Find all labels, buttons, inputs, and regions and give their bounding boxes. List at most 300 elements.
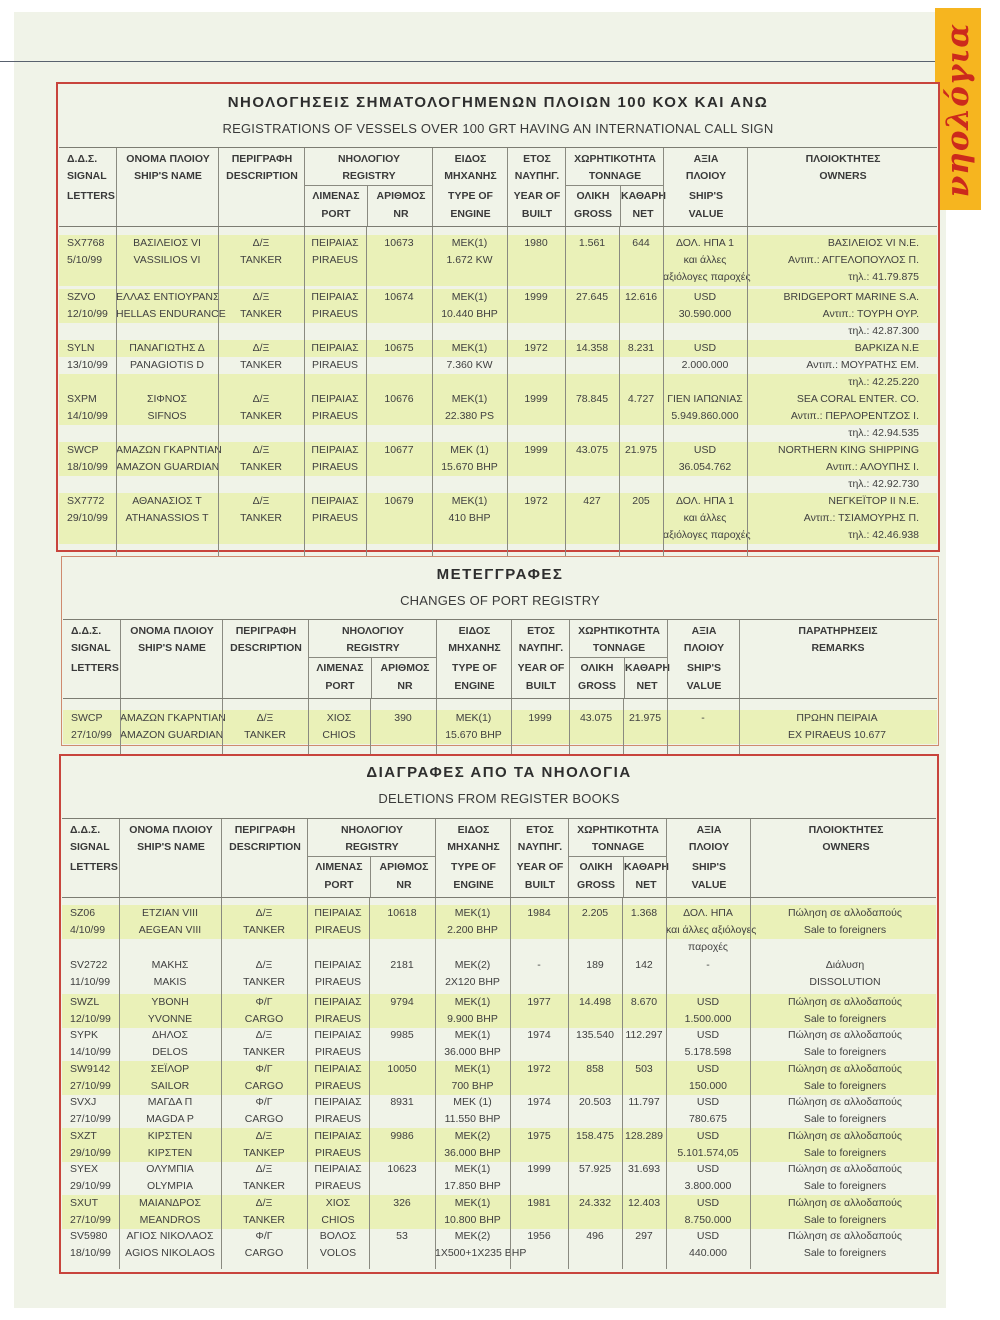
- cell-port: PIRAEUS: [314, 1180, 362, 1192]
- cell-signal: 12/10/99: [67, 308, 108, 320]
- section-title-greek: ΔΙΑΓΡΑΦΕΣ ΑΠΟ ΤΑ ΝΗΟΛΟΓΙΑ: [366, 764, 632, 781]
- header-gross: [570, 658, 624, 698]
- register-table: [59, 147, 937, 541]
- cell-port: ΠΕΙΡΑΙΑΣ: [314, 1163, 362, 1175]
- header-signal-line: SIGNAL: [71, 642, 111, 654]
- header-registry: [304, 148, 433, 226]
- registrations-section: [56, 82, 940, 552]
- cell-nr: 9794: [390, 996, 414, 1008]
- cell-desc: Δ/Ξ: [256, 712, 274, 724]
- header-built-line: ΕΤΟΣ: [526, 824, 554, 836]
- cell-last: Πώληση σε αλλοδαπούς: [788, 1230, 902, 1242]
- cell-engine: ΜΕΚ(1): [454, 1197, 491, 1209]
- header-tonnage-en: TONNAGE: [591, 841, 645, 853]
- cell-value: 5.101.574,05: [677, 1147, 739, 1159]
- cell-last: SEA CORAL ENTER. CO.: [796, 393, 919, 405]
- cell-engine: 1.672 KW: [446, 254, 493, 266]
- cell-value: USD: [693, 444, 717, 456]
- cell-gross: 57.925: [578, 1163, 612, 1175]
- cell-desc: TANKER: [243, 976, 285, 988]
- cell-last: Πώληση σε αλλοδαπούς: [788, 996, 902, 1008]
- cell-nr: 10675: [384, 342, 414, 354]
- header-remarks-line: ΠΑΡΑΤΗΡΗΣΕΙΣ: [798, 625, 878, 637]
- cell-gross: 20.503: [578, 1096, 612, 1108]
- cell-signal: SZ06: [70, 907, 96, 919]
- cell-engine: 17.850 BHP: [444, 1180, 501, 1192]
- cell-signal: 29/10/99: [67, 512, 108, 524]
- cell-desc: Φ/Γ: [255, 996, 273, 1008]
- header-built-line: BUILT: [525, 680, 557, 692]
- header-port: [308, 857, 370, 897]
- cell-built: 1972: [524, 495, 548, 507]
- cell-engine: 36.000 BHP: [444, 1147, 501, 1159]
- header-built-line: BUILT: [521, 208, 553, 220]
- cell-signal: 27/10/99: [70, 1214, 111, 1226]
- header-signal-line: SIGNAL: [70, 841, 110, 853]
- cell-built: 1975: [527, 1130, 551, 1142]
- cell-desc: TANKER: [240, 512, 282, 524]
- header-desc-line: ΠΕΡΙΓΡΑΦΗ: [231, 153, 293, 165]
- header-nr-en: NR: [393, 208, 409, 220]
- cell-value: 36.054.762: [678, 461, 732, 473]
- table-header: [59, 148, 937, 227]
- column-rule: [622, 898, 623, 1269]
- header-tonnage: [568, 819, 667, 897]
- column-rule: [663, 227, 664, 561]
- header-engine-line: ΕΙΔΟΣ: [457, 824, 490, 836]
- column-rule: [119, 898, 120, 1269]
- cell-name: AGIOS NIKOLAOS: [125, 1247, 215, 1259]
- header-engine-line: ENGINE: [454, 680, 495, 692]
- header-desc-line: ΠΕΡΙΓΡΑΦΗ: [235, 625, 297, 637]
- cell-port: ΒΟΛΟΣ: [319, 1230, 357, 1242]
- cell-nr: 10676: [384, 393, 414, 405]
- header-engine-line: ENGINE: [453, 879, 494, 891]
- cell-engine: ΜΕΚ(1): [454, 996, 491, 1008]
- cell-built: 1984: [527, 907, 551, 919]
- cell-signal: SV2722: [70, 959, 108, 971]
- cell-net: 8.670: [630, 996, 658, 1008]
- table-header: [62, 819, 936, 898]
- header-signal-line: Δ.Δ.Σ.: [71, 625, 102, 637]
- header-gross-en: GROSS: [577, 879, 615, 891]
- cell-port: PIRAEUS: [314, 1013, 362, 1025]
- cell-engine: ΜΕΚ(2): [454, 959, 491, 971]
- cell-port: ΧΙΟΣ: [326, 712, 352, 724]
- cell-desc: TANKER: [240, 410, 282, 422]
- cell-last: Διάλυση: [825, 959, 865, 971]
- cell-value: 3.800.000: [684, 1180, 732, 1192]
- cell-engine: ΜΕΚ(2): [454, 1130, 491, 1142]
- cell-built: 1972: [524, 342, 548, 354]
- cell-name: ATHANASSIOS T: [125, 512, 209, 524]
- cell-last: Πώληση σε αλλοδαπούς: [788, 1029, 902, 1041]
- cell-engine: 1Χ500+1Χ235 BHP: [435, 1247, 527, 1259]
- cell-signal: SXUT: [70, 1197, 99, 1209]
- cell-name: AMAZON GUARDIAN: [120, 729, 224, 741]
- header-name-line: ΟΝΟΜΑ ΠΛΟΙΟΥ: [129, 824, 213, 836]
- cell-net: 644: [632, 237, 650, 249]
- cell-name: ΔΗΛΟΣ: [151, 1029, 189, 1041]
- cell-port: ΠΕΙΡΑΙΑΣ: [314, 1029, 362, 1041]
- cell-port: ΠΕΙΡΑΙΑΣ: [311, 237, 359, 249]
- header-nr: [371, 658, 438, 698]
- header-signal: [62, 819, 119, 897]
- header-net: [624, 658, 669, 698]
- column-rule: [307, 898, 308, 1269]
- header-signal-line: LETTERS: [71, 662, 119, 674]
- cell-signal: 27/10/99: [70, 1113, 111, 1125]
- cell-last: τηλ.: 42.92.730: [848, 478, 919, 490]
- cell-port: ΠΕΙΡΑΙΑΣ: [314, 959, 362, 971]
- header-engine: [432, 148, 508, 226]
- header-name-line: SHIP'S NAME: [134, 170, 202, 182]
- cell-value: 1.500.000: [684, 1013, 732, 1025]
- cell-last: τηλ.: 41.79.875: [848, 271, 919, 283]
- header-tonnage: [569, 620, 668, 698]
- cell-gross: 27.645: [575, 291, 609, 303]
- cell-value: 780.675: [689, 1113, 727, 1125]
- cell-engine: 9.900 BHP: [447, 1013, 498, 1025]
- header-desc-line: ΠΕΡΙΓΡΑΦΗ: [234, 824, 296, 836]
- column-rule: [369, 898, 370, 1269]
- header-port-gr: ΛΙΜΕΝΑΣ: [312, 190, 360, 202]
- cell-signal: 29/10/99: [70, 1180, 111, 1192]
- header-signal: [59, 148, 116, 226]
- cell-last: Sale to foreigners: [803, 1080, 887, 1092]
- cell-name: SAILOR: [150, 1080, 190, 1092]
- cell-last: Πώληση σε αλλοδαπούς: [788, 1130, 902, 1142]
- cell-value: USD: [696, 1096, 720, 1108]
- cell-port: VOLOS: [319, 1247, 357, 1259]
- cell-last: Sale to foreigners: [803, 1247, 887, 1259]
- header-net-en: NET: [636, 680, 658, 692]
- cell-port: ΧΙΟΣ: [325, 1197, 351, 1209]
- cell-nr: 2181: [390, 959, 414, 971]
- cell-name: ΜΑΚΗΣ: [151, 959, 189, 971]
- cell-engine: 36.000 BHP: [444, 1046, 501, 1058]
- cell-port: PIRAEUS: [311, 359, 359, 371]
- cell-last: Αντιπ.: ΠΕΡΛΟΡΕΝΤΖΟΣ Ι.: [790, 410, 919, 422]
- header-engine-line: ΜΗΧΑΝΗΣ: [444, 170, 497, 182]
- cell-signal: 13/10/99: [67, 359, 108, 371]
- cell-last: Αντιπ.: ΤΣΙΑΜΟΥΡΗΣ Π.: [803, 512, 919, 524]
- cell-built: 1974: [527, 1096, 551, 1108]
- cell-engine: ΜΕΚ(1): [451, 495, 488, 507]
- header-desc-line: DESCRIPTION: [230, 642, 302, 654]
- header-engine: [435, 819, 511, 897]
- header-nr: [367, 186, 434, 226]
- cell-name: ΜΑΙΑΝΔΡΟΣ: [139, 1197, 201, 1209]
- cell-desc: TANKER: [243, 1214, 285, 1226]
- cell-name: ΠΑΝΑΓΙΩΤΗΣ Δ: [129, 342, 205, 354]
- cell-engine: 7.360 KW: [446, 359, 493, 371]
- cell-signal: SWZL: [70, 996, 100, 1008]
- cell-net: 4.727: [627, 393, 655, 405]
- header-signal-line: Δ.Δ.Σ.: [67, 153, 98, 165]
- cell-nr: 10623: [387, 1163, 417, 1175]
- header-owners-line: ΠΛΟΙΟΚΤΗΤΕΣ: [805, 153, 881, 165]
- cell-last: ΠΡΩΗΝ ΠΕΙΡΑΙΑ: [796, 712, 878, 724]
- cell-built: 1956: [527, 1230, 551, 1242]
- cell-name: AEGEAN VIII: [138, 924, 202, 936]
- cell-signal: SW9142: [70, 1063, 111, 1075]
- cell-engine: ΜΕΚ(1): [455, 712, 492, 724]
- header-tonnage-en: TONNAGE: [592, 642, 646, 654]
- cell-port: PIRAEUS: [311, 254, 359, 266]
- cell-name: ΕΤΖΙΑΝ VIII: [141, 907, 198, 919]
- header-nr: [370, 857, 437, 897]
- header-value-line: ΠΛΟΙΟΥ: [688, 841, 730, 853]
- cell-last: Αντιπ.: ΑΛΟΥΠΗΣ Ι.: [826, 461, 919, 473]
- cell-name: AMAZON GUARDIAN: [116, 461, 220, 473]
- cell-name: VASSILIOS VI: [133, 254, 201, 266]
- header-value-line: ΑΞΙΑ: [691, 625, 717, 637]
- cell-name: DELOS: [152, 1046, 188, 1058]
- cell-name: YVONNE: [147, 1013, 193, 1025]
- table-body: [59, 227, 937, 561]
- cell-name: MEANDROS: [139, 1214, 201, 1226]
- header-built-line: YEAR OF: [516, 861, 564, 873]
- cell-value: USD: [693, 291, 717, 303]
- cell-port: PIRAEUS: [311, 410, 359, 422]
- cell-name: ΕΛΛΑΣ ΕΝΤΙΟΥΡΑΝΣ: [116, 291, 220, 303]
- cell-desc: CARGO: [244, 1113, 284, 1125]
- header-name: [120, 620, 223, 698]
- header-tonnage-gr: ΧΩΡΗΤΙΚΟΤΗΤΑ: [578, 625, 660, 637]
- column-rule: [432, 227, 433, 561]
- cell-value: USD: [693, 342, 717, 354]
- cell-desc: Φ/Γ: [255, 1096, 273, 1108]
- header-tonnage-gr: ΧΩΡΗΤΙΚΟΤΗΤΑ: [574, 153, 656, 165]
- header-signal-line: LETTERS: [67, 190, 115, 202]
- cell-name: ΒΑΣΙΛΕΙΟΣ VI: [133, 237, 201, 249]
- cell-signal: SWCP: [67, 444, 99, 456]
- cell-port: ΠΕΙΡΑΙΑΣ: [314, 996, 362, 1008]
- cell-value: USD: [696, 1163, 720, 1175]
- header-signal-line: LETTERS: [70, 861, 118, 873]
- column-rule: [619, 227, 620, 561]
- cell-engine: 11.550 BHP: [444, 1113, 501, 1125]
- cell-desc: TANKEP: [243, 1147, 285, 1159]
- cell-signal: 27/10/99: [70, 1080, 111, 1092]
- cell-signal: 11/10/99: [70, 976, 111, 988]
- header-engine: [436, 620, 512, 698]
- cell-nr: 10673: [384, 237, 414, 249]
- header-desc: [218, 148, 305, 226]
- header-signal-line: SIGNAL: [67, 170, 107, 182]
- cell-last: Πώληση σε αλλοδαπούς: [788, 1197, 902, 1209]
- header-value: [666, 819, 751, 897]
- header-gross: [566, 186, 620, 226]
- cell-last: BRIDGEPORT MARINE S.A.: [783, 291, 919, 303]
- cell-nr: 326: [393, 1197, 411, 1209]
- cell-port: PIRAEUS: [311, 308, 359, 320]
- cell-value: 8.750.000: [684, 1214, 732, 1226]
- header-nr-gr: ΑΡΙΘΜΟΣ: [379, 861, 429, 873]
- cell-desc: Δ/Ξ: [252, 393, 270, 405]
- column-rule: [747, 227, 748, 561]
- header-value-line: SHIP'S: [688, 190, 723, 202]
- cell-last: Sale to foreigners: [803, 1013, 887, 1025]
- cell-desc: Δ/Ξ: [255, 1029, 273, 1041]
- cell-last: Αντιπ.: ΜΟΥΡΑΤΗΣ ΕΜ.: [806, 359, 919, 371]
- cell-port: ΠΕΙΡΑΙΑΣ: [314, 1130, 362, 1142]
- column-rule: [507, 227, 508, 561]
- cell-signal: SYPK: [70, 1029, 99, 1041]
- cell-gross: 24.332: [578, 1197, 612, 1209]
- cell-desc: Δ/Ξ: [252, 291, 270, 303]
- cell-engine: ΜΕΚ(1): [451, 291, 488, 303]
- cell-desc: Δ/Ξ: [252, 342, 270, 354]
- cell-last: Sale to foreigners: [803, 1214, 887, 1226]
- cell-value: 440.000: [689, 1247, 727, 1259]
- header-engine-line: ΜΗΧΑΝΗΣ: [448, 642, 501, 654]
- cell-name: MAKIS: [153, 976, 187, 988]
- column-rule: [304, 227, 305, 561]
- cell-engine: 700 BHP: [451, 1080, 494, 1092]
- cell-last: Πώληση σε αλλοδαπούς: [788, 1096, 902, 1108]
- cell-name: ΣΙΦΝΟΣ: [146, 393, 188, 405]
- cell-port: PIRAEUS: [311, 512, 359, 524]
- cell-last: τηλ.: 42.94.535: [848, 427, 919, 439]
- cell-last: Αντιπ.: ΑΓΓΕΛΟΠΟΥΛΟΣ Π.: [788, 254, 919, 266]
- column-rule: [568, 898, 569, 1269]
- cell-net: 8.231: [627, 342, 655, 354]
- header-nr-en: NR: [397, 680, 413, 692]
- cell-last: Αντιπ.: ΤΟΥΡΗ ΟΥΡ.: [822, 308, 919, 320]
- header-name-line: SHIP'S NAME: [137, 841, 205, 853]
- cell-engine: ΜΕΚ(1): [454, 1063, 491, 1075]
- section-title-greek: ΜΕΤΕΓΓΡΑΦΕΣ: [436, 566, 564, 583]
- cell-last: Sale to foreigners: [803, 1180, 887, 1192]
- column-rule: [565, 227, 566, 561]
- header-value-line: VALUE: [686, 680, 722, 692]
- header-built-line: YEAR OF: [517, 662, 565, 674]
- header-name: [116, 148, 219, 226]
- header-value-line: SHIP'S: [691, 861, 726, 873]
- header-gross-gr: ΟΛΙΚΗ: [580, 662, 614, 674]
- header-net: [623, 857, 668, 897]
- cell-net: 142: [635, 959, 653, 971]
- cell-built: 1980: [524, 237, 548, 249]
- cell-desc: Δ/Ξ: [255, 1163, 273, 1175]
- column-rule: [221, 898, 222, 1269]
- port-changes-section: [61, 556, 939, 746]
- cell-nr: 10677: [384, 444, 414, 456]
- cell-net: 297: [635, 1230, 653, 1242]
- cell-nr: 10618: [387, 907, 417, 919]
- cell-signal: SYEX: [70, 1163, 99, 1175]
- register-table: [63, 619, 937, 741]
- header-value-line: VALUE: [688, 208, 724, 220]
- cell-built: 1981: [527, 1197, 551, 1209]
- cell-value: αξιόλογες παροχές: [663, 529, 751, 541]
- header-gross-en: GROSS: [574, 208, 612, 220]
- cell-value: 5.949.860.000: [671, 410, 739, 422]
- cell-value: 5.178.598: [684, 1046, 732, 1058]
- header-built: [507, 148, 566, 226]
- header-registry-en: REGISTRY: [342, 170, 396, 182]
- cell-signal: SXZT: [70, 1130, 97, 1142]
- header-tonnage-gr: ΧΩΡΗΤΙΚΟΤΗΤΑ: [577, 824, 659, 836]
- header-nr-gr: ΑΡΙΘΜΟΣ: [380, 662, 430, 674]
- table-header: [63, 620, 937, 699]
- cell-gross: 2.205: [581, 907, 609, 919]
- cell-engine: 2Χ120 BHP: [445, 976, 500, 988]
- header-built-line: YEAR OF: [513, 190, 561, 202]
- cell-signal: SX7768: [67, 237, 105, 249]
- header-port-gr: ΛΙΜΕΝΑΣ: [316, 662, 364, 674]
- header-value-line: ΑΞΙΑ: [693, 153, 719, 165]
- header-registry: [308, 620, 437, 698]
- side-tab-label: νηολόγια: [940, 22, 976, 198]
- column-rule: [116, 227, 117, 561]
- cell-built: 1999: [527, 1163, 551, 1175]
- cell-signal: SV5980: [70, 1230, 108, 1242]
- header-port-en: PORT: [321, 208, 351, 220]
- cell-desc: TANKER: [240, 308, 282, 320]
- cell-built: 1977: [527, 996, 551, 1008]
- cell-name: ΑΜΑΖΩΝ ΓΚΑΡΝΤΙΑΝ: [116, 444, 222, 456]
- header-registry-en: REGISTRY: [346, 642, 400, 654]
- top-rule: [0, 61, 935, 62]
- cell-built: 1999: [528, 712, 552, 724]
- cell-nr: 8931: [390, 1096, 414, 1108]
- cell-engine: ΜΕΚ(1): [454, 907, 491, 919]
- cell-port: ΠΕΙΡΑΙΑΣ: [314, 1063, 362, 1075]
- header-engine-line: ΕΙΔΟΣ: [458, 625, 491, 637]
- header-name-line: ΟΝΟΜΑ ΠΛΟΙΟΥ: [126, 153, 210, 165]
- cell-engine: ΜΕΚ (1): [453, 1096, 492, 1108]
- cell-name: ΥΒΟΝΗ: [151, 996, 189, 1008]
- header-value-line: SHIP'S: [686, 662, 721, 674]
- cell-value: -: [701, 712, 705, 724]
- cell-port: ΠΕΙΡΑΙΑΣ: [311, 444, 359, 456]
- cell-desc: TANKER: [243, 924, 285, 936]
- header-owners-line: ΠΛΟΙΟΚΤΗΤΕΣ: [808, 824, 884, 836]
- cell-signal: 12/10/99: [70, 1013, 111, 1025]
- header-registry-gr: ΝΗΟΛΟΓΙΟΥ: [337, 153, 401, 165]
- cell-engine: ΜΕΚ(1): [454, 1163, 491, 1175]
- cell-last: ΒΑΣΙΛΕΙΟΣ VI Ν.Ε.: [827, 237, 919, 249]
- cell-value: USD: [696, 1029, 720, 1041]
- cell-last: τηλ.: 42.25.220: [848, 376, 919, 388]
- header-built: [511, 620, 570, 698]
- cell-last: ΒΑΡΚΙΖΑ Ν.Ε: [854, 342, 919, 354]
- header-built-line: ΝΑΥΠΗΓ.: [514, 170, 560, 182]
- cell-desc: TANKER: [244, 729, 286, 741]
- cell-name: MAGDA P: [146, 1113, 194, 1125]
- register-table: [62, 818, 936, 1259]
- cell-port: PIRAEUS: [314, 1046, 362, 1058]
- header-signal: [63, 620, 120, 698]
- header-port-gr: ΛΙΜΕΝΑΣ: [315, 861, 363, 873]
- cell-engine: 2.200 BHP: [447, 924, 498, 936]
- header-net-gr: ΚΑΘΑΡΗ: [621, 190, 666, 202]
- cell-value: USD: [696, 1230, 720, 1242]
- cell-name: ΟΛΥΜΠΙΑ: [146, 1163, 194, 1175]
- cell-name: ΑΓΙΟΣ ΝΙΚΟΛΑΟΣ: [126, 1230, 214, 1242]
- cell-value: ΔΟΛ. ΗΠΑ 1: [676, 495, 734, 507]
- column-rule: [435, 898, 436, 1269]
- cell-desc: Δ/Ξ: [255, 1197, 273, 1209]
- cell-port: ΠΕΙΡΑΙΑΣ: [311, 342, 359, 354]
- header-port: [309, 658, 371, 698]
- cell-net: 1.368: [630, 907, 658, 919]
- cell-gross: 858: [586, 1063, 604, 1075]
- cell-last: Πώληση σε αλλοδαπούς: [788, 907, 902, 919]
